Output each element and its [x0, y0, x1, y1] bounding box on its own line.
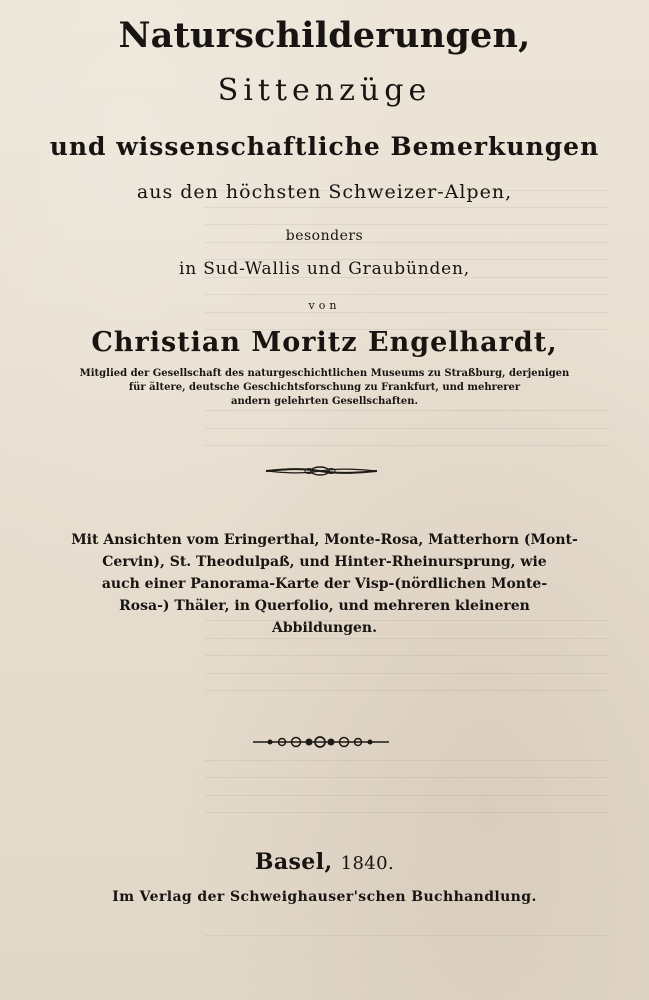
membership-line: für ältere, deutsche Geschichtsforschung zu Frankfurt, und mehrerer	[128, 382, 521, 393]
publisher-imprint: Im Verlag der Schweighauser'schen Buchhandlung.	[112, 889, 537, 905]
ornamental-divider-icon	[0, 462, 649, 480]
illustrations-note	[0, 529, 649, 639]
description-line-3: besonders	[285, 228, 364, 244]
publication-year: 1840.	[340, 853, 395, 874]
description-line-2: aus den höchsten Schweizer-Alpen,	[136, 181, 513, 203]
book-subtitle: Sittenzüge	[217, 73, 432, 108]
membership-line: andern gelehrten Gesellschaften.	[231, 396, 418, 407]
publication-place-date	[0, 851, 649, 873]
author-name: Christian Moritz Engelhardt,	[91, 327, 558, 358]
description-line-1: und wissenschaftliche Bemerkungen	[49, 132, 600, 161]
illustrations-line: Cervin), St. Theodulpaß, und Hinter-Rheinursprung, wie	[102, 554, 547, 570]
illustrations-line: Abbildungen.	[272, 620, 377, 636]
membership-line: Mitglied der Gesellschaft des naturgeschichtlichen Museums zu Straßburg, derjenigen	[79, 368, 570, 379]
illustrations-line: auch einer Panorama-Karte der Visp-(nördlichen Monte-	[101, 576, 548, 592]
book-title: Naturschilderungen,	[118, 15, 531, 56]
by-word: von	[308, 299, 341, 312]
illustrations-line: Mit Ansichten vom Eringerthal, Monte-Rosa, Matterhorn (Mont-	[71, 532, 578, 548]
illustrations-line: Rosa-) Thäler, in Querfolio, und mehreren kleineren	[119, 598, 530, 614]
description-line-4: in Sud-Wallis und Graubünden,	[179, 259, 470, 279]
beaded-ornament-icon	[0, 733, 649, 751]
publication-place: Basel,	[254, 849, 333, 875]
author-membership	[0, 367, 649, 409]
